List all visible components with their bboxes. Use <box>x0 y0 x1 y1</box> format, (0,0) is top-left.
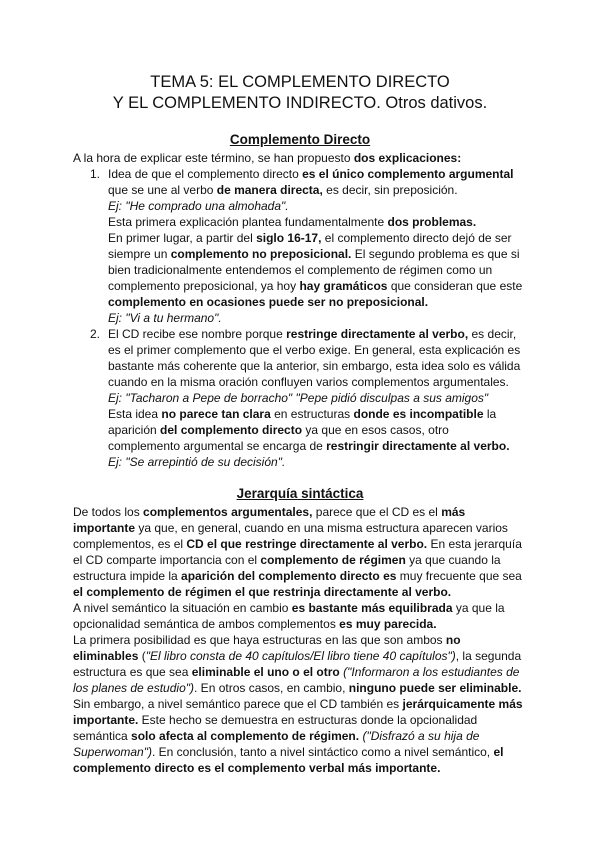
paragraph-line: De todos los complementos argumentales, parece que el CD es el más <box>73 505 466 519</box>
section-heading-complemento-directo: Complemento Directo <box>229 132 371 147</box>
example-line: Ej: "Se arrepintió de su decisión". <box>108 455 286 469</box>
item2-line: complemento argumental se encarga de restringir directamente al verbo. <box>108 439 510 453</box>
list-number-2: 2. <box>90 327 101 341</box>
item1-line: complemento en ocasiones puede ser no preposicional. <box>108 295 429 309</box>
paragraph-line: importante. Este hecho se demuestra en estructuras donde la opcionalidad <box>73 713 478 727</box>
example-line: Ej: "Tacharon a Pepe de borracho" "Pepe pidió disculpas a sus amigos" <box>108 391 489 405</box>
item2-line: aparición del complemento directo ya que en esos casos, otro <box>108 423 449 437</box>
item1-line: siempre un complemento no preposicional. El segundo problema es que si <box>108 247 520 261</box>
paragraph-line: Sin embargo, a nivel semántico parece que el CD también es jerárquicamente más <box>73 697 523 711</box>
paragraph-line: A nivel semántico la situación en cambio es bastante más equilibrada ya que la <box>73 601 505 615</box>
item2-line: El CD recibe ese nombre porque restringe directamente al verbo, es decir, <box>108 327 517 341</box>
title-line-2: Y EL COMPLEMENTO INDIRECTO. Otros dativos. <box>112 94 488 112</box>
paragraph-line: complementos, es el CD el que restringe directamente al verbo. En esta jerarquía <box>73 537 522 551</box>
item1-line: En primer lugar, a partir del siglo 16-17, el complemento directo dejó de ser <box>108 231 512 245</box>
paragraph-line: opcionalidad semántica de ambos complementos es muy parecida. <box>73 617 437 631</box>
item1-line: Esta primera explicación plantea fundamentalmente dos problemas. <box>108 215 477 229</box>
list-number-1: 1. <box>90 167 101 181</box>
title-line-1: TEMA 5: EL COMPLEMENTO DIRECTO <box>150 73 450 91</box>
item2-line: bastante más coherente que la anterior, sin embargo, esta idea solo es válida <box>108 359 521 373</box>
item1-line: bien tradicionalmente entendemos el complemento de régimen como un <box>108 263 493 277</box>
section-heading-jerarquia-sintactica: Jerarquía sintáctica <box>236 486 364 501</box>
intro-line: A la hora de explicar este término, se han propuesto dos explicaciones: <box>73 151 462 165</box>
item1-line: que se une al verbo de manera directa, es decir, sin preposición. <box>108 183 458 197</box>
item2-line: cuando en la misma oración confluyen varios complementos argumentales. <box>108 375 509 389</box>
paragraph-line: estructura impide la aparición del complemento directo es muy frecuente que sea <box>73 569 522 583</box>
paragraph-line: eliminables ("El libro consta de 40 capítulos/El libro tiene 40 capítulos"), la segunda <box>73 649 522 663</box>
item1-line: Idea de que el complemento directo es el único complemento argumental <box>108 167 514 181</box>
example-line: Ej: "He comprado una almohada". <box>108 199 289 213</box>
paragraph-line: Superwoman"). En conclusión, tanto a nivel sintáctico como a nivel semántico, el <box>73 745 504 759</box>
paragraph-line: importante ya que, en general, cuando en una misma estructura aparecen varios <box>73 521 508 535</box>
example-line: Ej: "Vi a tu hermano". <box>108 311 222 325</box>
paragraph-line: estructura es que sea eliminable el uno o el otro ("Informaron a los estudiantes de <box>73 665 520 679</box>
paragraph-line: La primera posibilidad es que haya estructuras en las que son ambos no <box>73 633 461 647</box>
paragraph-line: el complemento de régimen el que restrinja directamente al verbo. <box>73 585 452 599</box>
paragraph-line: el CD comparte importancia con el complemento de régimen ya que cuando la <box>73 553 501 567</box>
item2-line: Esta idea no parece tan clara en estructuras donde es incompatible la <box>108 407 497 421</box>
item2-line: es el primer complemento que el verbo exige. En general, esta explicación es <box>108 343 521 357</box>
paragraph-line: semántica solo afecta al complemento de régimen. ("Disfrazó a su hija de <box>73 729 480 743</box>
item1-line: complemento preposicional, ya hoy hay gramáticos que consideran que este <box>108 279 523 293</box>
paragraph-line: complemento directo es el complemento verbal más importante. <box>73 761 441 775</box>
paragraph-line: los planes de estudio"). En otros casos, en cambio, ninguno puede ser eliminable. <box>73 681 522 695</box>
